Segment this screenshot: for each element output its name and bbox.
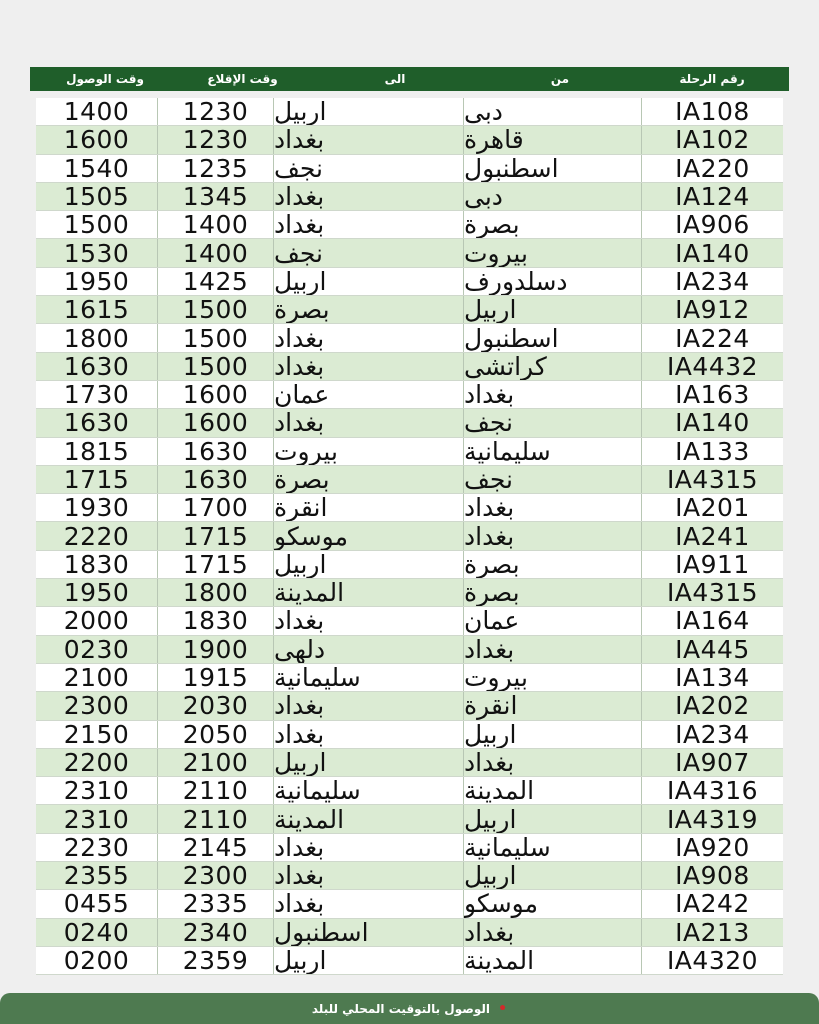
table-row — [36, 777, 783, 805]
departure-time-cell: 1230 — [158, 126, 274, 153]
destination-cell: موسكو — [274, 522, 464, 549]
flight-number-cell: IA224 — [675, 324, 750, 352]
flight-number-cell: IA906 — [675, 211, 750, 239]
arrival-time-cell: 2220 — [36, 522, 158, 549]
departure-time-cell: 2340 — [158, 919, 274, 946]
flight-number-cell: IA4320 — [666, 946, 759, 975]
flight-number-cell: IA907 — [675, 748, 750, 777]
origin-cell: بغداد — [464, 919, 642, 946]
table-row — [36, 409, 783, 437]
departure-time-cell: 1230 — [158, 98, 274, 125]
origin-cell: قاهرة — [464, 126, 642, 153]
flight-number-cell: IA201 — [675, 494, 750, 522]
destination-cell: بصرة — [274, 466, 464, 493]
origin-cell: نجف — [464, 466, 642, 493]
arrival-time-cell: 1950 — [36, 579, 158, 606]
arrival-time-cell: 2100 — [36, 664, 158, 691]
arrival-time-cell: 1500 — [36, 211, 158, 238]
origin-cell: بغداد — [464, 749, 642, 776]
flight-number-cell: IA213 — [675, 918, 750, 946]
destination-cell: نجف — [274, 239, 464, 266]
flight-number-cell: IA234 — [675, 267, 750, 296]
header-to: الى — [384, 72, 406, 86]
departure-time-cell: 2100 — [158, 749, 274, 776]
departure-time-cell: 2145 — [158, 834, 274, 861]
arrival-time-cell: 0240 — [36, 919, 158, 946]
table-row — [36, 126, 783, 154]
destination-cell: المدينة — [274, 805, 464, 832]
flight-number-cell: IA911 — [675, 550, 750, 579]
arrival-time-cell: 0230 — [36, 636, 158, 663]
departure-time-cell: 2335 — [158, 890, 274, 917]
origin-cell: اسطنبول — [464, 324, 642, 351]
departure-time-cell: 1425 — [158, 268, 274, 295]
arrival-time-cell: 2355 — [36, 862, 158, 889]
table-row — [36, 98, 783, 126]
origin-cell: موسكو — [464, 890, 642, 917]
destination-cell: المدينة — [274, 579, 464, 606]
origin-cell: اربيل — [464, 721, 642, 748]
arrival-time-cell: 1730 — [36, 381, 158, 408]
flight-number-cell: IA920 — [675, 833, 750, 862]
flight-number-cell: IA202 — [675, 692, 750, 720]
table-row — [36, 522, 783, 550]
flight-number-cell: IA133 — [675, 437, 750, 465]
table-row — [36, 862, 783, 890]
flight-number-cell: IA445 — [675, 635, 750, 663]
destination-cell: بغداد — [274, 862, 464, 889]
table-row — [36, 579, 783, 607]
origin-cell: دبى — [464, 183, 642, 210]
arrival-time-cell: 2000 — [36, 607, 158, 634]
header-departure: وقت الإقلاع — [207, 72, 278, 86]
origin-cell: اربيل — [464, 862, 642, 889]
destination-cell: اربيل — [274, 268, 464, 295]
origin-cell: اربيل — [464, 296, 642, 323]
footer-note-text: الوصول بالتوقيت المحلي للبلد — [311, 1001, 490, 1016]
destination-cell: اربيل — [274, 98, 464, 125]
departure-time-cell: 1700 — [158, 494, 274, 521]
departure-time-cell: 2110 — [158, 805, 274, 832]
destination-cell: اربيل — [274, 947, 464, 974]
origin-cell: عمان — [464, 607, 642, 634]
table-row — [36, 607, 783, 635]
flight-number-cell: IA164 — [675, 607, 750, 635]
destination-cell: سليمانية — [274, 777, 464, 804]
table-row — [36, 890, 783, 918]
table-row — [36, 636, 783, 664]
flight-number-cell: IA241 — [675, 522, 750, 550]
departure-time-cell: 1830 — [158, 607, 274, 634]
table-row — [36, 551, 783, 579]
footer-bar — [0, 993, 819, 1024]
departure-time-cell: 1400 — [158, 211, 274, 238]
table-row — [36, 919, 783, 947]
origin-cell: بصرة — [464, 551, 642, 578]
arrival-time-cell: 1530 — [36, 239, 158, 266]
arrival-time-cell: 2310 — [36, 805, 158, 832]
arrival-time-cell: 1630 — [36, 353, 158, 380]
destination-cell: سليمانية — [274, 664, 464, 691]
origin-cell: بصرة — [464, 211, 642, 238]
table-row — [36, 353, 783, 381]
departure-time-cell: 1630 — [158, 466, 274, 493]
header-flight-number: رقم الرحلة — [679, 72, 745, 86]
arrival-time-cell: 1630 — [36, 409, 158, 436]
arrival-time-cell: 1715 — [36, 466, 158, 493]
origin-cell: سليمانية — [464, 834, 642, 861]
departure-time-cell: 1235 — [158, 155, 274, 182]
origin-cell: انقرة — [464, 692, 642, 719]
origin-cell: دسلدورف — [464, 268, 642, 295]
table-row — [36, 324, 783, 352]
origin-cell: بغداد — [464, 522, 642, 549]
arrival-time-cell: 0200 — [36, 947, 158, 974]
origin-cell: بصرة — [464, 579, 642, 606]
table-row — [36, 438, 783, 466]
origin-cell: اسطنبول — [464, 155, 642, 182]
table-row — [36, 749, 783, 777]
table-row — [36, 805, 783, 833]
origin-cell: المدينة — [464, 947, 642, 974]
origin-cell: بيروت — [464, 239, 642, 266]
table-row — [36, 947, 783, 975]
departure-time-cell: 1500 — [158, 324, 274, 351]
departure-time-cell: 1500 — [158, 296, 274, 323]
destination-cell: بغداد — [274, 607, 464, 634]
flight-number-cell: IA134 — [675, 663, 750, 692]
header-from: من — [550, 72, 570, 86]
arrival-time-cell: 1930 — [36, 494, 158, 521]
destination-cell: بغداد — [274, 834, 464, 861]
origin-cell: اربيل — [464, 805, 642, 832]
departure-time-cell: 1500 — [158, 353, 274, 380]
flight-number-cell: IA140 — [675, 239, 750, 267]
origin-cell: دبى — [464, 98, 642, 125]
table-row — [36, 834, 783, 862]
destination-cell: اربيل — [274, 551, 464, 578]
table-row — [36, 494, 783, 522]
origin-cell: نجف — [464, 409, 642, 436]
flight-number-cell: IA4315 — [666, 465, 759, 494]
destination-cell: دلهى — [274, 636, 464, 663]
destination-cell: انقرة — [274, 494, 464, 521]
arrival-time-cell: 2310 — [36, 777, 158, 804]
origin-cell: بغداد — [464, 381, 642, 408]
flight-number-cell: IA242 — [675, 890, 750, 918]
destination-cell: نجف — [274, 155, 464, 182]
destination-cell: بغداد — [274, 324, 464, 351]
destination-cell: بغداد — [274, 721, 464, 748]
departure-time-cell: 1915 — [158, 664, 274, 691]
arrival-time-cell: 1815 — [36, 438, 158, 465]
flight-schedule-table — [36, 98, 783, 975]
destination-cell: اسطنبول — [274, 919, 464, 946]
departure-time-cell: 2050 — [158, 721, 274, 748]
destination-cell: بغداد — [274, 692, 464, 719]
footer-note — [312, 1001, 507, 1017]
table-row — [36, 721, 783, 749]
header-arrival: وقت الوصول — [66, 72, 144, 86]
arrival-time-cell: 2200 — [36, 749, 158, 776]
table-row — [36, 155, 783, 183]
arrival-time-cell: 2150 — [36, 721, 158, 748]
origin-cell: سليمانية — [464, 438, 642, 465]
departure-time-cell: 1345 — [158, 183, 274, 210]
destination-cell: اربيل — [274, 749, 464, 776]
arrival-time-cell: 1950 — [36, 268, 158, 295]
table-row — [36, 211, 783, 239]
arrival-time-cell: 1505 — [36, 183, 158, 210]
arrival-time-cell: 1830 — [36, 551, 158, 578]
table-header — [30, 67, 789, 91]
table-row — [36, 296, 783, 324]
arrival-time-cell: 2230 — [36, 834, 158, 861]
flight-number-cell: IA4316 — [666, 777, 759, 805]
departure-time-cell: 2110 — [158, 777, 274, 804]
departure-time-cell: 2359 — [158, 947, 274, 974]
table-row — [36, 239, 783, 267]
flight-number-cell: IA108 — [675, 98, 750, 126]
destination-cell: بغداد — [274, 126, 464, 153]
table-row — [36, 268, 783, 296]
origin-cell: بيروت — [464, 664, 642, 691]
destination-cell: بغداد — [274, 353, 464, 380]
arrival-time-cell: 1400 — [36, 98, 158, 125]
arrival-time-cell: 1615 — [36, 296, 158, 323]
arrival-time-cell: 2300 — [36, 692, 158, 719]
flight-number-cell: IA220 — [675, 154, 750, 182]
departure-time-cell: 1600 — [158, 409, 274, 436]
origin-cell: كراتشى — [464, 353, 642, 380]
departure-time-cell: 1715 — [158, 551, 274, 578]
destination-cell: بغداد — [274, 183, 464, 210]
departure-time-cell: 2300 — [158, 862, 274, 889]
departure-time-cell: 2030 — [158, 692, 274, 719]
arrival-time-cell: 1540 — [36, 155, 158, 182]
arrival-time-cell: 1600 — [36, 126, 158, 153]
destination-cell: بغداد — [274, 409, 464, 436]
destination-cell: بيروت — [274, 438, 464, 465]
flight-number-cell: IA234 — [675, 720, 750, 748]
origin-cell: بغداد — [464, 494, 642, 521]
table-row — [36, 466, 783, 494]
flight-number-cell: IA163 — [675, 380, 750, 409]
destination-cell: بغداد — [274, 211, 464, 238]
destination-cell: بغداد — [274, 890, 464, 917]
destination-cell: عمان — [274, 381, 464, 408]
arrival-time-cell: 1800 — [36, 324, 158, 351]
flight-number-cell: IA4319 — [666, 805, 759, 833]
flight-number-cell: IA4315 — [666, 579, 759, 607]
table-row — [36, 183, 783, 211]
bullet-icon: • — [498, 1000, 508, 1017]
flight-number-cell: IA102 — [675, 126, 750, 154]
departure-time-cell: 1600 — [158, 381, 274, 408]
flight-number-cell: IA912 — [675, 296, 750, 324]
flight-number-cell: IA908 — [675, 862, 750, 890]
table-row — [36, 664, 783, 692]
flight-number-cell: IA124 — [675, 182, 750, 211]
departure-time-cell: 1900 — [158, 636, 274, 663]
departure-time-cell: 1400 — [158, 239, 274, 266]
table-row — [36, 692, 783, 720]
departure-time-cell: 1715 — [158, 522, 274, 549]
flight-number-cell: IA4432 — [666, 352, 759, 380]
destination-cell: بصرة — [274, 296, 464, 323]
origin-cell: بغداد — [464, 636, 642, 663]
origin-cell: المدينة — [464, 777, 642, 804]
arrival-time-cell: 0455 — [36, 890, 158, 917]
departure-time-cell: 1800 — [158, 579, 274, 606]
departure-time-cell: 1630 — [158, 438, 274, 465]
table-row — [36, 381, 783, 409]
flight-number-cell: IA140 — [675, 409, 750, 437]
